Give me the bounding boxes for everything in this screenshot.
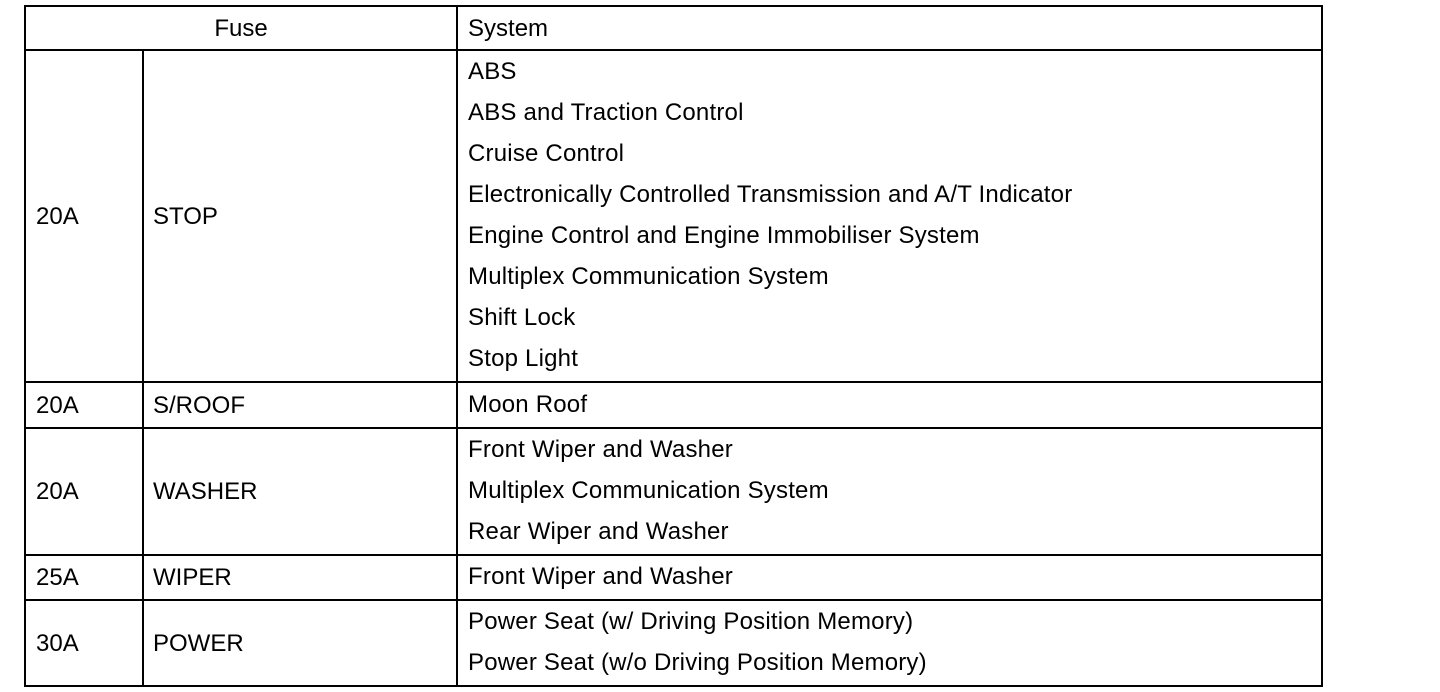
system-item: Cruise Control [468,140,625,167]
fuse-name: S/ROOF [143,382,457,428]
table-header-row [25,6,1322,50]
fuse-systems [457,600,1322,686]
system-item: Multiplex Communication System [468,477,829,504]
system-item: ABS [468,58,517,85]
header-fuse: Fuse [25,6,457,50]
system-item: Rear Wiper and Washer [468,518,729,545]
system-item: Shift Lock [468,304,576,331]
table-row [25,555,1322,600]
table-row [25,428,1322,555]
fuse-amperage: 20A [25,382,143,428]
system-item: Electronically Controlled Transmission and A/T Indicator [468,181,1073,208]
fuse-systems [457,555,1322,600]
system-item: Power Seat (w/ Driving Position Memory) [468,608,914,635]
fuse-amperage: 20A [25,428,143,555]
table-row [25,50,1322,382]
system-item: Engine Control and Engine Immobiliser System [468,222,980,249]
system-item: Moon Roof [468,390,588,418]
fuse-amperage: 25A [25,555,143,600]
fuse-amperage: 30A [25,600,143,686]
fuse-name: WASHER [143,428,457,555]
fuse-name: WIPER [143,555,457,600]
system-item: Front Wiper and Washer [468,563,733,590]
system-item: Stop Light [468,345,579,372]
table-row [25,600,1322,686]
system-item: Multiplex Communication System [468,263,829,290]
fuse-name: STOP [143,50,457,382]
header-system: System [457,6,1322,50]
table-body [25,50,1322,686]
system-item: ABS and Traction Control [468,99,744,126]
table-row [25,382,1322,428]
fuse-systems [457,50,1322,382]
fuse-name: POWER [143,600,457,686]
system-item: Front Wiper and Washer [468,436,733,463]
fuse-systems [457,382,1322,428]
fuse-systems [457,428,1322,555]
fuse-amperage: 20A [25,50,143,382]
fuse-table [24,5,1323,687]
system-item: Power Seat (w/o Driving Position Memory) [468,649,927,676]
